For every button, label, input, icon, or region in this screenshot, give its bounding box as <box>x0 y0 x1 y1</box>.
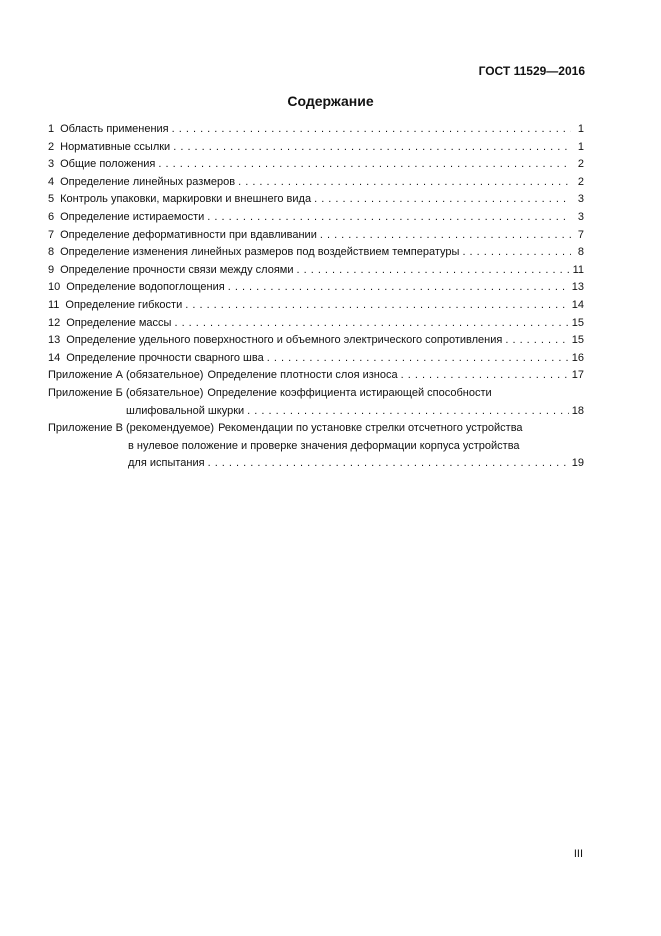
toc-appendix-b[interactable] <box>48 385 584 420</box>
toc-entry-number: 3 <box>48 158 55 171</box>
toc-entry-number: 10 <box>48 281 61 294</box>
toc-entry[interactable] <box>48 279 584 297</box>
toc-entry-title: Определение линейных размеров <box>60 175 236 188</box>
toc-entry-page: 15 <box>571 334 584 347</box>
toc-entry-number: 9 <box>48 263 55 276</box>
appendix-title-line: Определение коэффициента истирающей способности <box>207 386 492 399</box>
toc-entry-title: Определение изменения линейных размеров под воздействием температуры <box>60 246 460 259</box>
appendix-lead: Приложение В (рекомендуемое) <box>48 422 215 435</box>
appendix-title-line: шлифовальной шкурки <box>126 404 245 417</box>
toc-entry-title: Определение удельного поверхностного и объемного электрического сопротивления <box>66 334 503 347</box>
toc-entry[interactable] <box>48 332 584 350</box>
toc-entry-page: 15 <box>571 316 584 329</box>
dot-leader <box>401 367 569 385</box>
toc-entry[interactable] <box>48 227 584 245</box>
toc-entry-title: Определение истираемости <box>60 210 205 223</box>
toc-entry-number: 1 <box>48 123 55 135</box>
dot-leader <box>172 121 571 139</box>
dot-leader <box>228 279 569 297</box>
page-title: Содержание <box>287 93 374 109</box>
dot-leader <box>185 297 569 315</box>
document-code: ГОСТ 11529—2016 <box>478 64 585 78</box>
dot-leader <box>462 244 571 262</box>
toc-entry-page: 19 <box>571 457 584 470</box>
toc-entry-number: 12 <box>48 316 61 329</box>
toc-entry-page: 17 <box>571 369 584 382</box>
toc-entry-title: Общие положения <box>60 158 156 171</box>
appendix-title-line: в нулевое положение и проверке значения деформации корпуса устройства <box>128 439 520 452</box>
toc-entry-title: Область применения <box>60 123 169 135</box>
toc-entry-title: Определение деформативности при вдавливании <box>60 228 317 241</box>
toc-entry-title: Определение массы <box>66 316 172 329</box>
toc-entry[interactable] <box>48 156 584 174</box>
toc-entry-title: Определение прочности связи между слоями <box>60 263 294 276</box>
toc-entry-title: Определение водопоглощения <box>66 281 225 294</box>
toc-entry[interactable] <box>48 191 584 209</box>
toc-entry[interactable] <box>48 297 584 315</box>
appendix-title-line: Рекомендации по установке стрелки отсчетного устройства <box>218 422 523 435</box>
toc-entry-page: 8 <box>577 246 584 259</box>
toc-entry-title: Контроль упаковки, маркировки и внешнего вида <box>60 193 312 206</box>
table-of-contents <box>48 121 584 473</box>
toc-entry-number: 8 <box>48 246 55 259</box>
toc-entry-number: 14 <box>48 351 61 364</box>
dot-leader <box>208 455 569 473</box>
dot-leader <box>173 139 571 157</box>
toc-entry-number: 4 <box>48 175 55 188</box>
toc-entry-page: 3 <box>577 210 584 223</box>
toc-entry-number: 7 <box>48 228 55 241</box>
toc-entry[interactable] <box>48 315 584 333</box>
dot-leader <box>247 403 569 421</box>
appendix-lead: Приложение Б (обязательное) <box>48 386 204 399</box>
toc-entry[interactable] <box>48 262 584 280</box>
toc-entry-page: 7 <box>577 228 584 241</box>
dot-leader <box>267 350 569 368</box>
toc-entry[interactable] <box>48 244 584 262</box>
toc-entry[interactable] <box>48 121 584 139</box>
appendix-title-line: для испытания <box>128 457 205 470</box>
toc-entry-number: 11 <box>48 298 60 311</box>
toc-entry-page: 2 <box>577 158 584 171</box>
toc-entry-number: 6 <box>48 210 55 223</box>
dot-leader <box>505 332 568 350</box>
toc-entry[interactable] <box>48 209 584 227</box>
toc-appendix-v[interactable] <box>48 420 584 473</box>
dot-leader <box>296 262 569 280</box>
dot-leader <box>314 191 571 209</box>
toc-entry-page: 3 <box>577 193 584 206</box>
toc-entry-page: 18 <box>571 404 584 417</box>
page-number: III <box>573 848 583 860</box>
toc-entry[interactable] <box>48 174 584 192</box>
toc-entry-page: 11 <box>572 263 584 276</box>
dot-leader <box>158 156 571 174</box>
toc-entry-page: 2 <box>577 175 584 188</box>
toc-appendix-a[interactable] <box>48 367 584 385</box>
toc-entry-page: 14 <box>571 298 584 311</box>
toc-entry-title: Определение гибкости <box>65 298 183 311</box>
toc-entry-number: 2 <box>48 140 55 153</box>
toc-entry-page: 13 <box>571 281 584 294</box>
toc-entry[interactable] <box>48 139 584 157</box>
dot-leader <box>174 315 568 333</box>
dot-leader <box>207 209 571 227</box>
toc-entry-page: 1 <box>577 123 584 135</box>
dot-leader <box>238 174 571 192</box>
toc-entry-page: 1 <box>577 140 584 153</box>
toc-entry-title: Нормативные ссылки <box>60 140 171 153</box>
toc-entry-page: 16 <box>571 351 584 364</box>
appendix-title: Определение плотности слоя износа <box>207 369 398 382</box>
toc-entry-number: 13 <box>48 334 61 347</box>
toc-entry-title: Определение прочности сварного шва <box>66 351 264 364</box>
toc-entry-number: 5 <box>48 193 55 206</box>
appendix-lead: Приложение А (обязательное) <box>48 369 204 382</box>
toc-entry[interactable] <box>48 350 584 368</box>
dot-leader <box>320 227 571 245</box>
